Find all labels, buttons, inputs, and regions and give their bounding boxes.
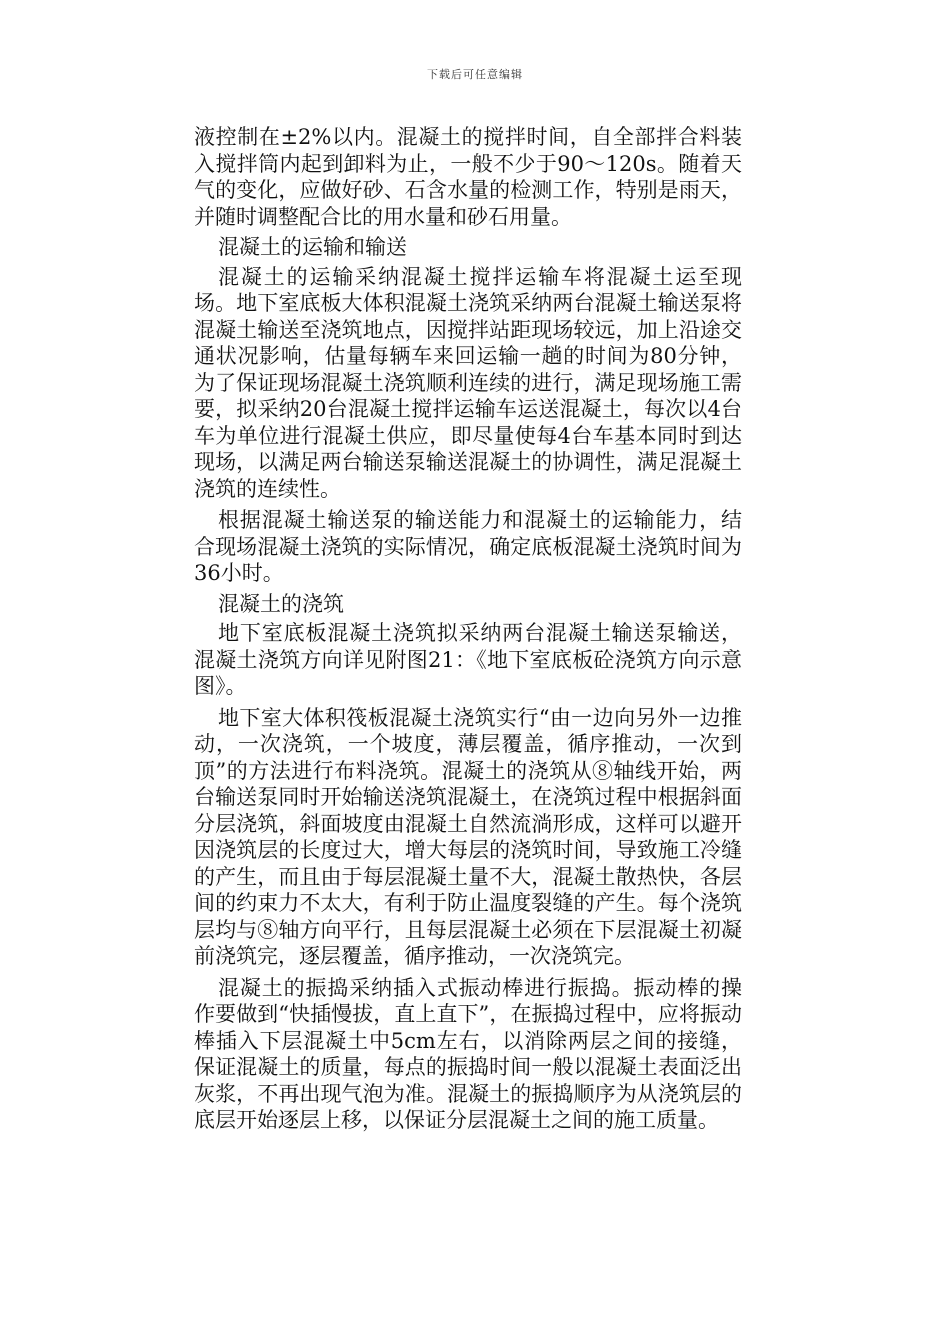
document-body <box>194 124 742 1134</box>
paragraph-transport: 混凝土的运输采纳混凝土搅拌运输车将混凝土运至现场。地下室底板大体积混凝土浇筑采纳两台混凝土输送泵将混凝土输送至浇筑地点，因搅拌站距现场较远，加上沿途交通状况影响，估量每辆车来回运输一趟的时间为80分钟，为了保证现场混凝土浇筑顺利连续的进行，满足现场施工需要，拟采纳20台混凝土搅拌运输车运送混凝土，每次以4台车为单位进行混凝土供应，即尽量使每4台车基本同时到达现场，以满足两台输送泵输送混凝土的协调性，满足混凝土浇筑的连续性。 <box>194 264 742 501</box>
section-heading-transport: 混凝土的运输和输送 <box>218 235 407 259</box>
paragraph-pour-duration: 根据混凝土输送泵的输送能力和混凝土的运输能力，结合现场混凝土浇筑的实际情况，确定底板混凝土浇筑时间为36小时。 <box>194 508 742 585</box>
paragraph-mixing-time: 液控制在±2%以内。混凝土的搅拌时间，自全部拌合料装入搅拌筒内起到卸料为止，一般不少于90～120s。随着天气的变化，应做好砂、石含水量的检测工作，特别是雨天，并随时调整配合比的用水量和砂石用量。 <box>194 125 742 229</box>
paragraph-pour-method: 地下室大体积筏板混凝土浇筑实行“由一边向另外一边推动，一次浇筑，一个坡度，薄层覆盖，循序推动，一次到顶”的方法进行布料浇筑。混凝土的浇筑从⑧轴线开始，两台输送泵同时开始输送浇筑混凝土，在浇筑过程中根据斜面分层浇筑，斜面坡度由混凝土自然流淌形成，这样可以避开因浇筑层的长度过大，增大每层的浇筑时间，导致施工冷缝的产生，而且由于每层混凝土量不大，混凝土散热快，各层间的约束力不太大，有利于防止温度裂缝的产生。每个浇筑层均与⑧轴方向平行，且每层混凝土必须在下层混凝土初凝前浇筑完，逐层覆盖，循序推动，一次浇筑完。 <box>194 705 742 968</box>
page-header: 下载后可任意编辑 <box>427 68 523 81</box>
paragraph-vibration: 混凝土的振捣采纳插入式振动棒进行振捣。振动棒的操作要做到“快插慢拔，直上直下”，在振捣过程中，应将振动棒插入下层混凝土中5cm左右，以消除两层之间的接缝，保证混凝土的质量，每点的振捣时间一般以混凝土表面泛出灰浆，不再出现气泡为准。混凝土的振捣顺序为从浇筑层的底层开始逐层上移，以保证分层混凝土之间的施工质量。 <box>194 975 742 1132</box>
paragraph-pour-direction: 地下室底板混凝土浇筑拟采纳两台混凝土输送泵输送，混凝土浇筑方向详见附图21：《地下室底板砼浇筑方向示意图》。 <box>194 621 742 698</box>
section-heading-pouring: 混凝土的浇筑 <box>218 591 344 616</box>
